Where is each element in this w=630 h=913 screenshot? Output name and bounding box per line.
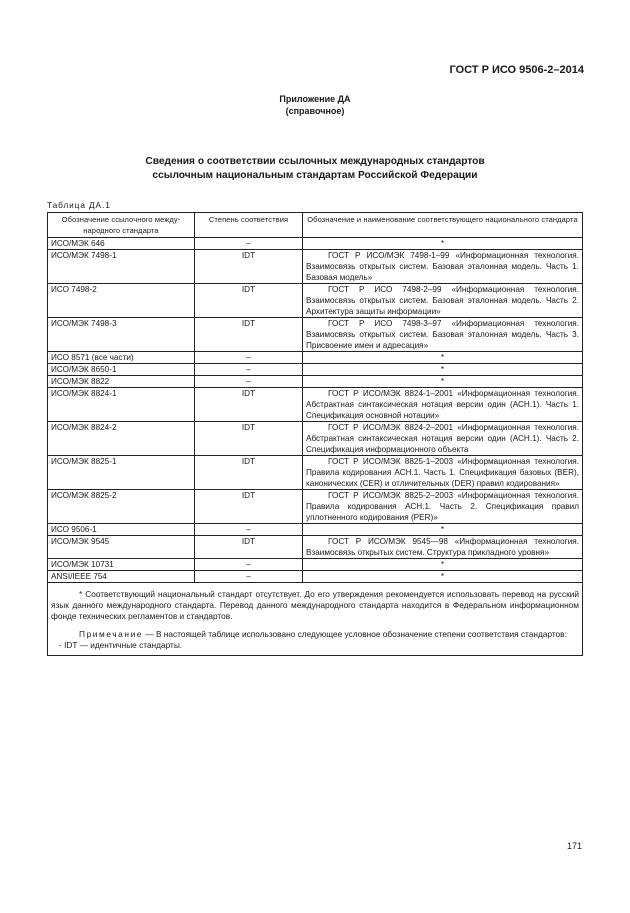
national-standard-text: ГОСТ Р ИСО/МЭК 7498-1–99 «Информационная технология. Взаимосвязь открытых систем. Базовая эталонная модель. Часть 1. Базовая модель»: [306, 251, 579, 282]
cell-national-standard: [303, 422, 583, 456]
note: [51, 629, 579, 640]
cell-reference-standard: ИСО/МЭК 8822: [48, 376, 195, 388]
cell-national-standard: *: [303, 559, 583, 571]
cell-degree: –: [195, 559, 303, 571]
note-label: Примечание: [79, 629, 144, 639]
table-row: [48, 524, 583, 536]
table-row: [48, 364, 583, 376]
header-reference-standard: Обозначение ссылочного между-народного стандарта: [48, 213, 195, 238]
cell-national-standard: [303, 536, 583, 559]
cell-national-standard: *: [303, 524, 583, 536]
cell-national-standard: [303, 388, 583, 422]
national-standard-text: ГОСТ Р ИСО/МЭК 8824-2–2001 «Информационная технология. Абстрактная синтаксическая нотация версии один (АСН.1). Часть 2. Спецификация информационного объекта: [306, 423, 579, 454]
correspondence-table: [47, 212, 583, 656]
table-footer: [48, 583, 583, 656]
cell-degree: –: [195, 352, 303, 364]
cell-degree: IDT: [195, 318, 303, 352]
table-header-row: [48, 213, 583, 238]
cell-reference-standard: ИСО 9506-1: [48, 524, 195, 536]
note-item: - IDT — идентичные стандарты.: [59, 640, 183, 650]
table-row: [48, 456, 583, 490]
cell-degree: –: [195, 376, 303, 388]
cell-national-standard: [303, 318, 583, 352]
footnote: * Соответствующий национальный стандарт отсутствует. До его утверждения рекомендуется использовать перевод на русский язык данного международного стандарта. Перевод данного международного стандарта находится в Федеральном информационном фонде технических регламентов и стандартов.: [51, 589, 579, 621]
table-row: [48, 284, 583, 318]
cell-national-standard: [303, 250, 583, 284]
cell-degree: IDT: [195, 422, 303, 456]
national-standard-text: ГОСТ Р ИСО/МЭК 8825-2–2003 «Информационная технология. Правила кодирования АСН.1. Часть 2. Спецификация правил уплотненного кодирования (PER)»: [306, 491, 579, 522]
cell-national-standard: [303, 284, 583, 318]
table-row: [48, 238, 583, 250]
header-national-standard: Обозначение и наименование соответствующего национального стандарта: [303, 213, 583, 238]
cell-degree: IDT: [195, 536, 303, 559]
appendix-title: Приложение ДА: [279, 94, 351, 104]
cell-reference-standard: ИСО/МЭК 8824-1: [48, 388, 195, 422]
cell-reference-standard: ИСО 8571 (все части): [48, 352, 195, 364]
cell-national-standard: *: [303, 238, 583, 250]
cell-reference-standard: ИСО/МЭК 9545: [48, 536, 195, 559]
cell-reference-standard: ИСО/МЭК 10731: [48, 559, 195, 571]
table-row: [48, 388, 583, 422]
cell-degree: IDT: [195, 388, 303, 422]
table-row: [48, 490, 583, 524]
national-standard-text: ГОСТ Р ИСО/МЭК 8824-1–2001 «Информационная технология. Абстрактная синтаксическая нотация версии один (АСН.1). Часть 1. Спецификация основной нотации»: [306, 389, 579, 420]
table-row: [48, 536, 583, 559]
standard-code-header: ГОСТ Р ИСО 9506-2–2014: [449, 64, 584, 76]
document-title-line2: ссылочным национальным стандартам Российской Федерации: [152, 170, 478, 181]
page-number: 171: [566, 841, 582, 851]
cell-national-standard: [303, 456, 583, 490]
cell-reference-standard: ANSI/IEEE 754: [48, 571, 195, 583]
cell-degree: IDT: [195, 490, 303, 524]
table-row: [48, 422, 583, 456]
cell-degree: IDT: [195, 456, 303, 490]
cell-reference-standard: ИСО/МЭК 7498-3: [48, 318, 195, 352]
national-standard-text: ГОСТ Р ИСО/МЭК 9545—98 «Информационная технология. Взаимосвязь открытых систем. Структура прикладного уровня»: [306, 537, 579, 557]
cell-reference-standard: ИСО/МЭК 8825-1: [48, 456, 195, 490]
cell-reference-standard: ИСО 7498-2: [48, 284, 195, 318]
cell-reference-standard: ИСО/МЭК 646: [48, 238, 195, 250]
cell-national-standard: *: [303, 352, 583, 364]
cell-reference-standard: ИСО/МЭК 8825-2: [48, 490, 195, 524]
table-footer-row: [48, 583, 583, 656]
cell-reference-standard: ИСО/МЭК 7498-1: [48, 250, 195, 284]
table-caption: Таблица ДА.1: [47, 200, 111, 210]
table-row: [48, 376, 583, 388]
cell-national-standard: [303, 490, 583, 524]
table-row: [48, 571, 583, 583]
note-text: — В настоящей таблице использовано следующее условное обозначение степени соответствия стандартов:: [143, 629, 567, 639]
header-degree: Степень соответствия: [195, 213, 303, 238]
national-standard-text: ГОСТ Р ИСО/МЭК 8825-1–2003 «Информационная технология. Правила кодирования АСН.1. Часть 1. Спецификация базовых (BER), канонических (CER) и отличительных (DER) правил кодирования»: [306, 457, 579, 488]
appendix-heading: [0, 93, 630, 117]
table-row: [48, 318, 583, 352]
cell-national-standard: *: [303, 364, 583, 376]
cell-degree: –: [195, 238, 303, 250]
cell-national-standard: *: [303, 571, 583, 583]
national-standard-text: ГОСТ Р ИСО 7498-3–97 «Информационная технология. Взаимосвязь открытых систем. Базовая эталонная модель. Часть 3. Присвоение имен и адресация»: [306, 319, 579, 350]
cell-degree: –: [195, 571, 303, 583]
national-standard-text: ГОСТ Р ИСО 7498-2–99 «Информационная технология. Взаимосвязь открытых систем. Базовая эталонная модель. Часть 2. Архитектура защиты информации»: [306, 285, 579, 316]
cell-degree: –: [195, 524, 303, 536]
document-title-line1: Сведения о соответствии ссылочных международных стандартов: [145, 156, 485, 167]
cell-reference-standard: ИСО/МЭК 8650-1: [48, 364, 195, 376]
appendix-subtitle: (справочное): [285, 106, 345, 116]
cell-reference-standard: ИСО/МЭК 8824-2: [48, 422, 195, 456]
cell-degree: IDT: [195, 250, 303, 284]
table-row: [48, 352, 583, 364]
table-row: [48, 250, 583, 284]
table-row: [48, 559, 583, 571]
cell-national-standard: *: [303, 376, 583, 388]
document-title: [0, 155, 630, 183]
cell-degree: –: [195, 364, 303, 376]
cell-degree: IDT: [195, 284, 303, 318]
